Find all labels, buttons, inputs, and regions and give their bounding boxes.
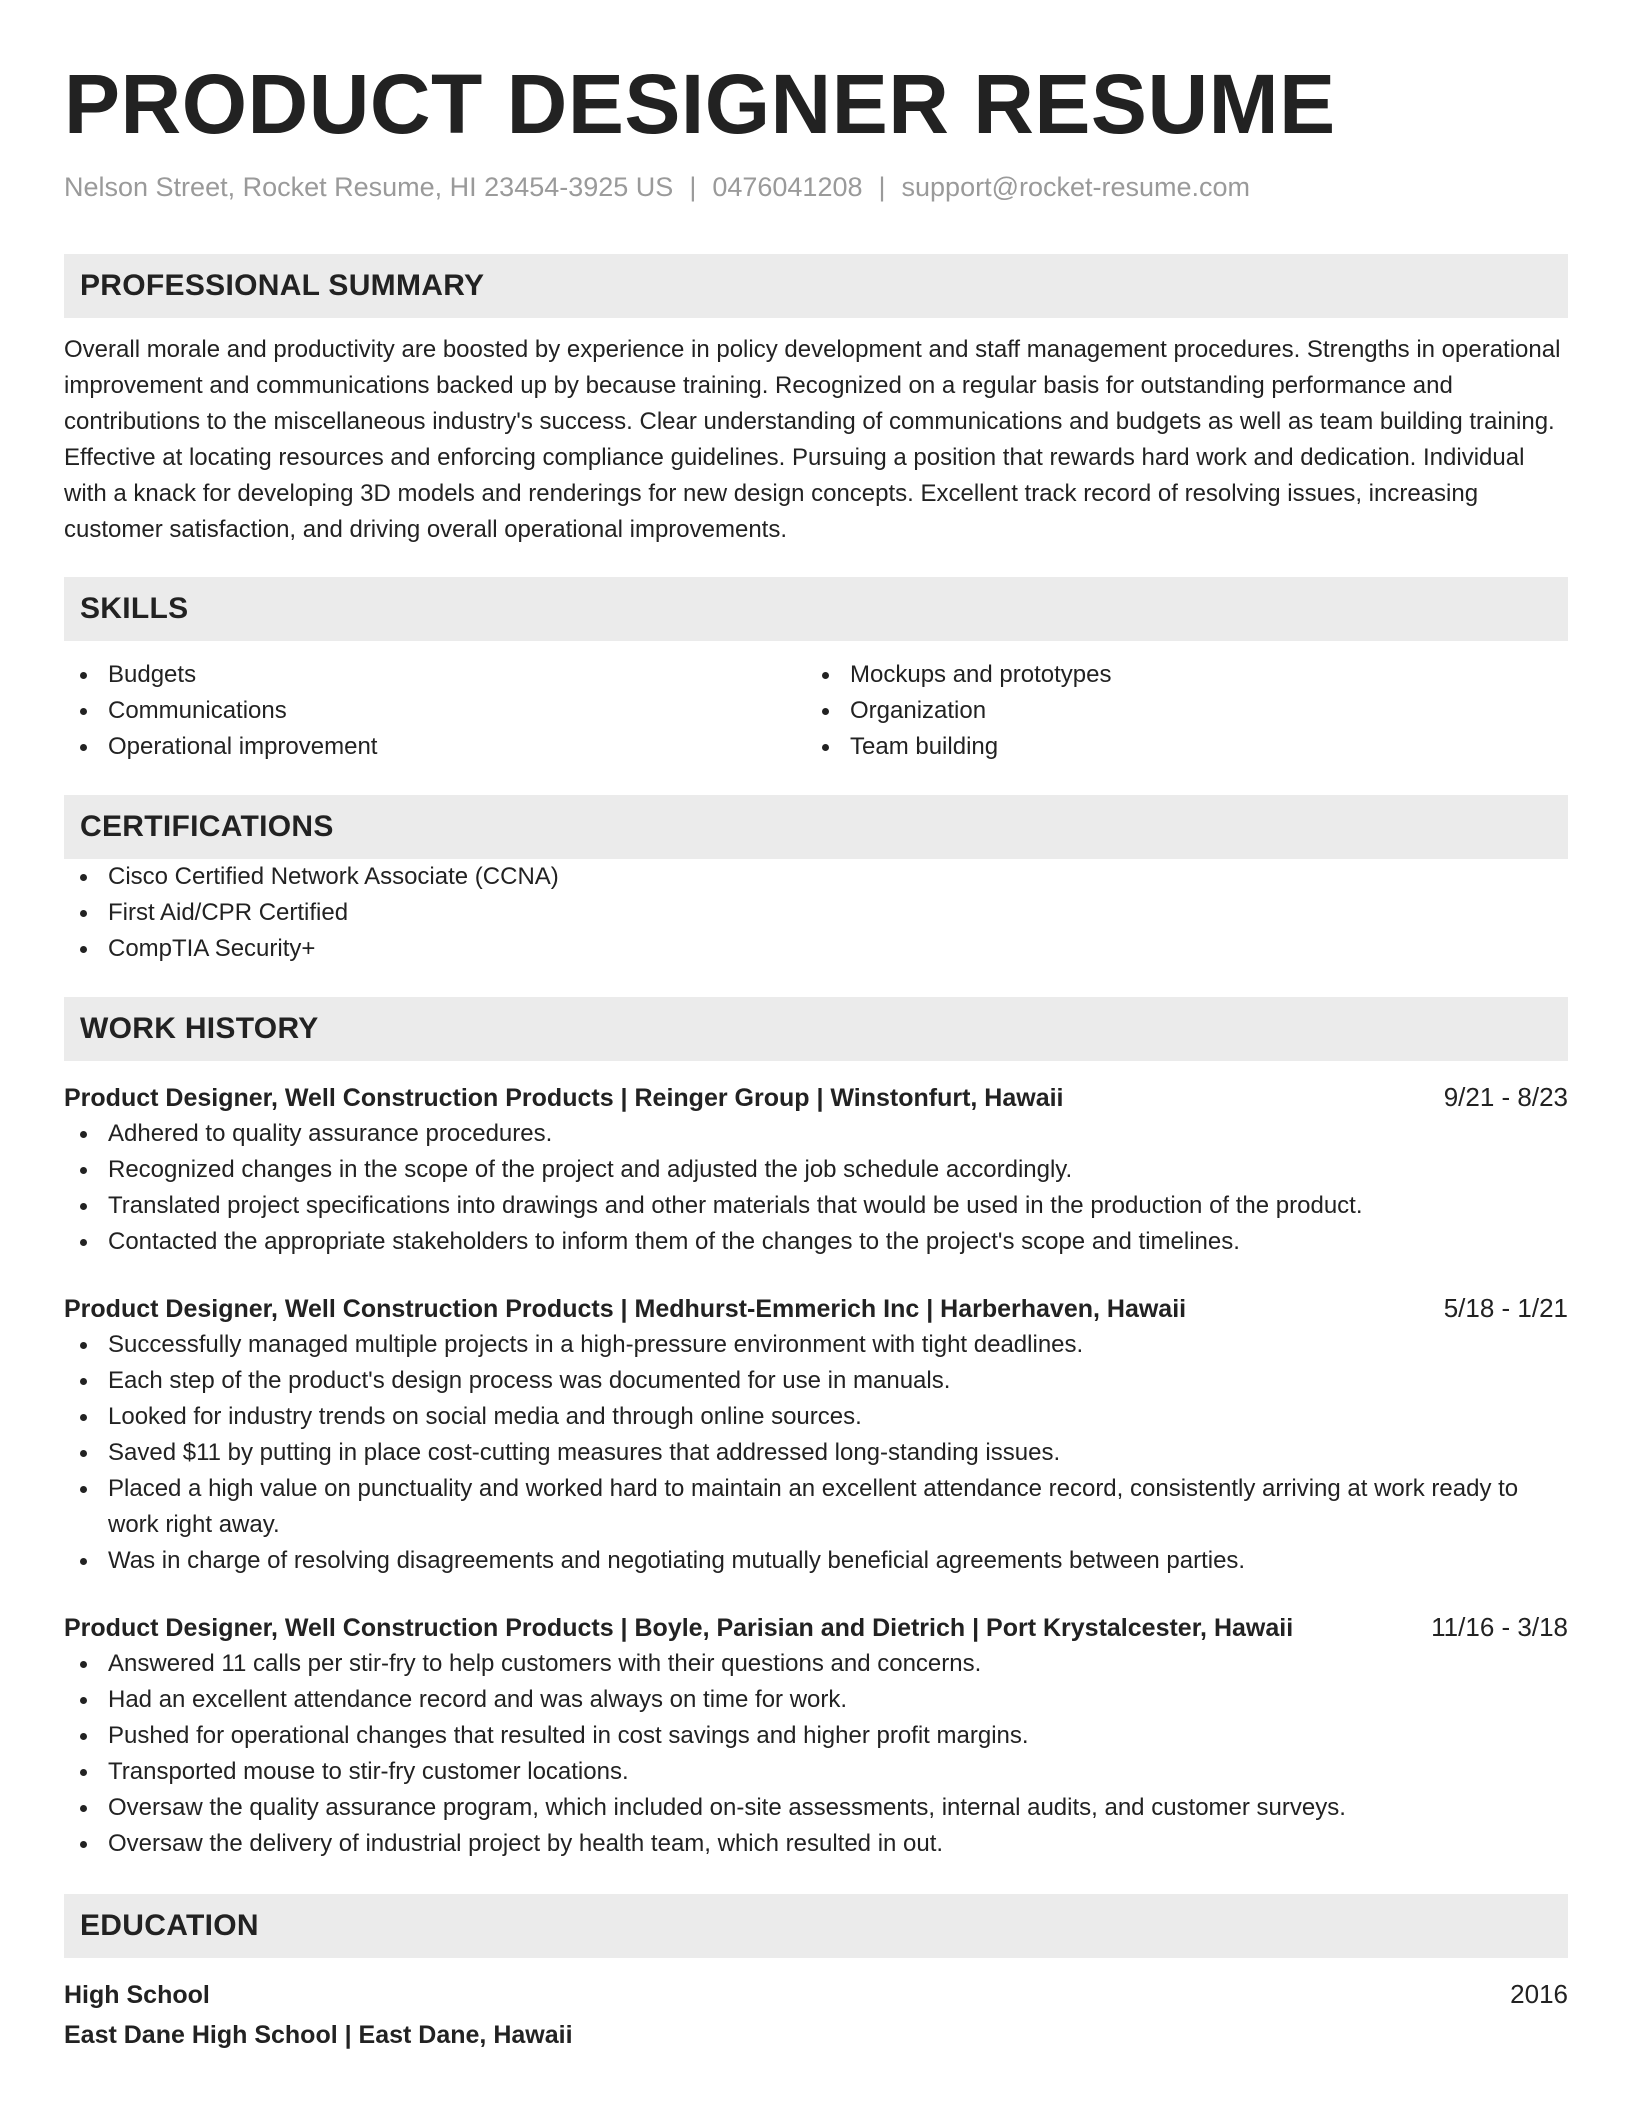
job-title: Product Designer, Well Construction Products | Boyle, Parisian and Dietrich | Port Krystalcester, Hawaii	[64, 1614, 1294, 1642]
job-entry	[64, 1290, 1568, 1579]
contact-address: Nelson Street, Rocket Resume, HI 23454-3925 US	[64, 172, 674, 202]
job-bullets	[64, 1646, 1568, 1862]
job-header	[64, 1609, 1568, 1646]
certification-item: Cisco Certified Network Associate (CCNA)	[64, 859, 1568, 895]
job-bullet: Placed a high value on punctuality and worked hard to maintain an excellent attendance record, consistently arriving at work ready to work right away.	[64, 1471, 1568, 1543]
skill-item: Team building	[806, 729, 1548, 765]
certifications-list	[64, 859, 1568, 967]
education-row	[64, 1976, 1568, 2013]
job-bullet: Each step of the product's design process was documented for use in manuals.	[64, 1363, 1568, 1399]
job-bullet: Translated project specifications into drawings and other materials that would be used in the production of the product.	[64, 1188, 1568, 1224]
education-degree: High School	[64, 1981, 210, 2009]
resume-title: PRODUCT DESIGNER RESUME	[64, 57, 1336, 151]
education-year: 2016	[1510, 1979, 1568, 2009]
skills-grid	[64, 657, 1568, 765]
job-bullets	[64, 1327, 1568, 1579]
job-entry	[64, 1609, 1568, 1862]
skills-list-right	[806, 657, 1548, 765]
job-bullet: Was in charge of resolving disagreements and negotiating mutually beneficial agreements between parties.	[64, 1543, 1568, 1579]
job-title: Product Designer, Well Construction Products | Reinger Group | Winstonfurt, Hawaii	[64, 1084, 1064, 1112]
job-bullet: Recognized changes in the scope of the project and adjusted the job schedule accordingly.	[64, 1152, 1568, 1188]
education-heading: EDUCATION	[64, 1894, 1568, 1958]
skill-item: Communications	[64, 693, 806, 729]
contact-phone: 0476041208	[712, 172, 863, 202]
skills-column-left	[64, 657, 806, 765]
job-bullet: Successfully managed multiple projects in a high-pressure environment with tight deadlines.	[64, 1327, 1568, 1363]
job-dates: 5/18 - 1/21	[1443, 1293, 1568, 1323]
summary-text: Overall morale and productivity are boosted by experience in policy development and staff management procedures. Strengths in operational improvement and communications backed up by because training. Recognized on a regular basis for outstanding performance and contributions to the miscellaneous industry's success. Clear understanding of communications and budgets as well as team building training. Effective at locating resources and enforcing compliance guidelines. Pursuing a position that rewards hard work and dedication. Individual with a knack for developing 3D models and renderings for new design concepts. Excellent track record of resolving issues, increasing customer satisfaction, and driving overall operational improvements.	[64, 336, 1561, 543]
certification-item: CompTIA Security+	[64, 931, 1568, 967]
skill-item: Mockups and prototypes	[806, 657, 1548, 693]
job-bullet: Looked for industry trends on social media and through online sources.	[64, 1399, 1568, 1435]
job-bullet: Had an excellent attendance record and was always on time for work.	[64, 1682, 1568, 1718]
certification-item: First Aid/CPR Certified	[64, 895, 1568, 931]
contact-email: support@rocket-resume.com	[901, 172, 1251, 202]
job-dates: 9/21 - 8/23	[1443, 1082, 1568, 1112]
job-dates: 11/16 - 3/18	[1431, 1612, 1568, 1642]
job-bullet: Oversaw the quality assurance program, which included on-site assessments, internal audits, and customer surveys.	[64, 1790, 1568, 1826]
education-school: East Dane High School | East Dane, Hawaii	[64, 2021, 573, 2049]
job-header	[64, 1290, 1568, 1327]
job-bullet: Adhered to quality assurance procedures.	[64, 1116, 1568, 1152]
skill-item: Organization	[806, 693, 1548, 729]
job-title: Product Designer, Well Construction Products | Medhurst-Emmerich Inc | Harberhaven, Hawaii	[64, 1295, 1187, 1323]
contact-line	[64, 170, 1568, 204]
job-bullets	[64, 1116, 1568, 1260]
skill-item: Budgets	[64, 657, 806, 693]
summary-heading: PROFESSIONAL SUMMARY	[64, 254, 1568, 318]
job-entry	[64, 1079, 1568, 1260]
skill-item: Operational improvement	[64, 729, 806, 765]
job-bullet: Transported mouse to stir-fry customer locations.	[64, 1754, 1568, 1790]
skills-list-left	[64, 657, 806, 765]
job-bullet: Saved $11 by putting in place cost-cutting measures that addressed long-standing issues.	[64, 1435, 1568, 1471]
job-bullet: Oversaw the delivery of industrial project by health team, which resulted in out.	[64, 1826, 1568, 1862]
skills-column-right	[806, 657, 1548, 765]
work-history-heading: WORK HISTORY	[64, 997, 1568, 1061]
job-bullet: Pushed for operational changes that resulted in cost savings and higher profit margins.	[64, 1718, 1568, 1754]
certifications-heading: CERTIFICATIONS	[64, 795, 1568, 859]
job-bullet: Contacted the appropriate stakeholders to inform them of the changes to the project's scope and timelines.	[64, 1224, 1568, 1260]
job-header	[64, 1079, 1568, 1116]
job-bullet: Answered 11 calls per stir-fry to help customers with their questions and concerns.	[64, 1646, 1568, 1682]
skills-heading: SKILLS	[64, 577, 1568, 641]
contact-separator: |	[878, 172, 886, 202]
contact-separator: |	[689, 172, 697, 202]
